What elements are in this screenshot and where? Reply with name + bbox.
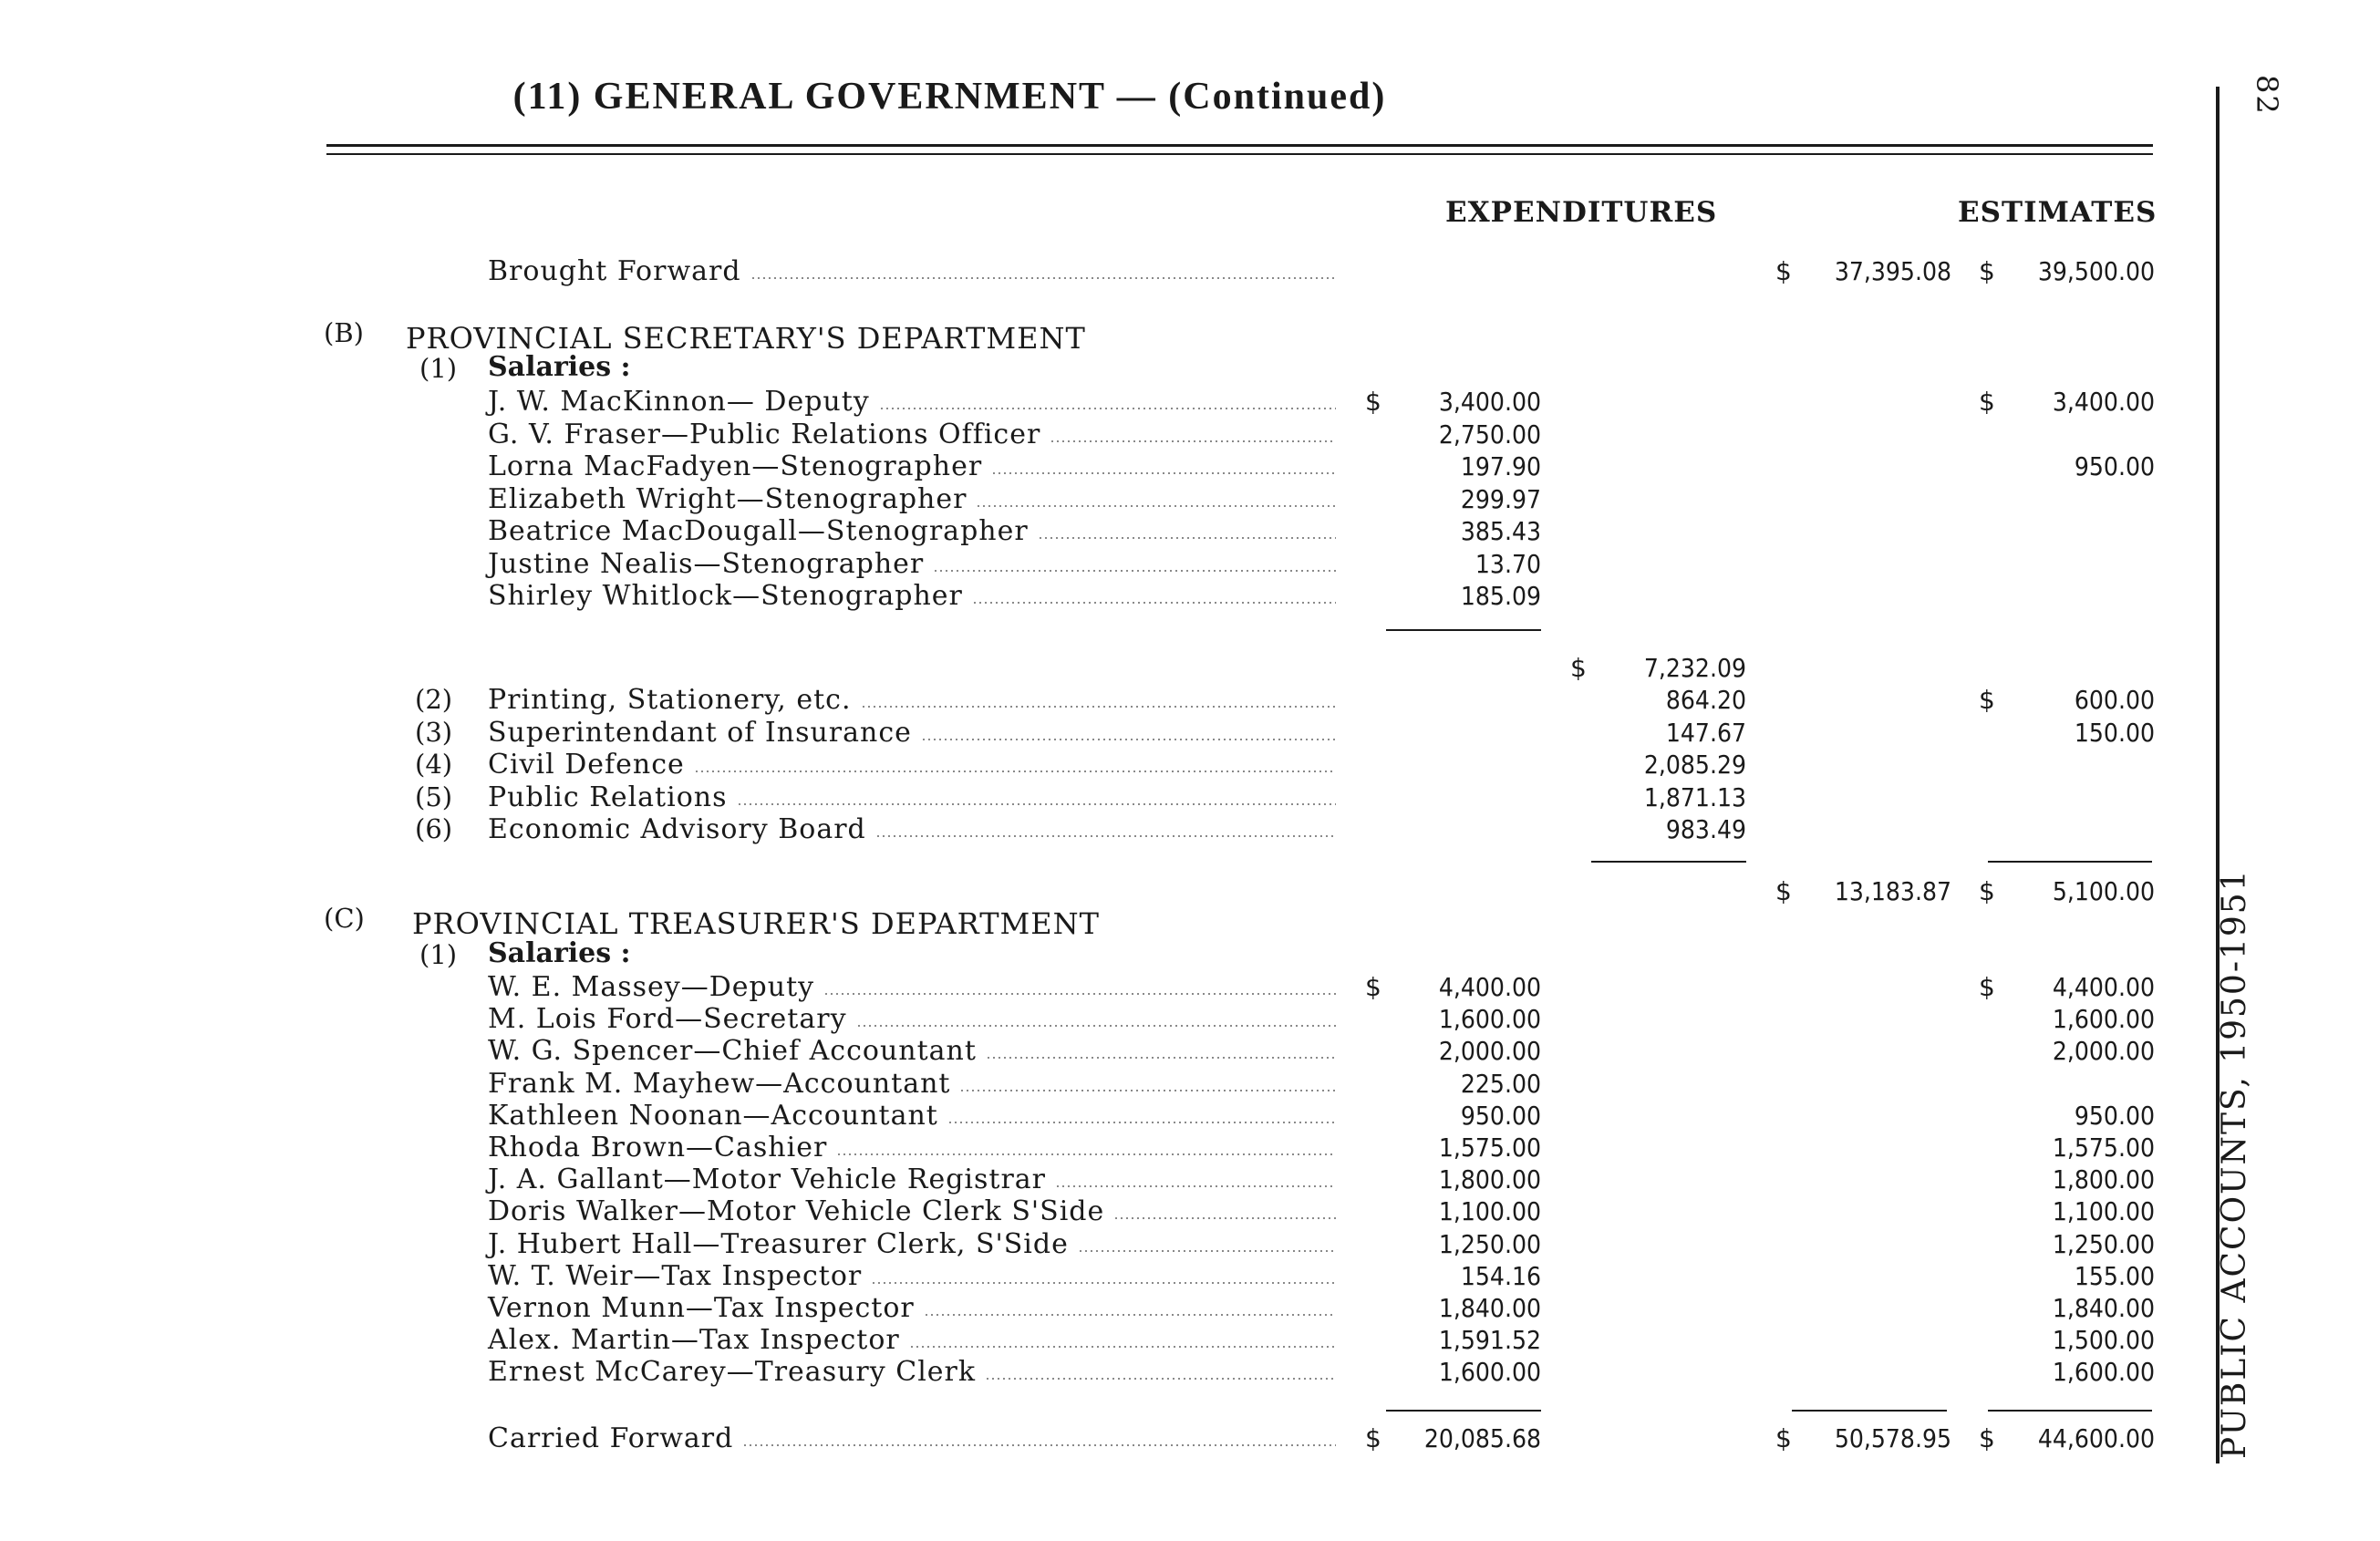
subsection-label: Salaries : — [488, 937, 631, 969]
currency-sign: $ — [1775, 876, 1792, 906]
row-label-wrap — [488, 580, 1336, 612]
row-label: Kathleen Noonan—Accountant — [488, 1099, 938, 1132]
brought-forward-row — [0, 255, 2189, 287]
leader-dots — [737, 802, 1337, 806]
amount: 154.16 — [1460, 1260, 1541, 1291]
row-label-wrap — [488, 483, 1336, 515]
item-number: (3) — [415, 716, 453, 748]
row-label-wrap — [488, 450, 1336, 482]
total-amount: 50,578.95 — [1834, 1423, 1951, 1453]
row-label: Alex. Martin—Tax Inspector — [488, 1324, 900, 1357]
row-label: Vernon Munn—Tax Inspector — [488, 1292, 915, 1324]
leader-dots — [879, 407, 1336, 410]
header-rule-bottom — [326, 153, 2153, 155]
row-label: Printing, Stationery, etc. — [488, 684, 852, 716]
item-number: (4) — [415, 749, 453, 780]
salary-row — [0, 1324, 2189, 1356]
row-label-wrap — [488, 1132, 1336, 1164]
row-label: Lorna MacFadyen—Stenographer — [488, 450, 983, 482]
leader-dots — [1078, 1249, 1336, 1253]
salary-row — [0, 419, 2189, 450]
estimate-amount: 950.00 — [2074, 451, 2155, 481]
estimate-amount: 150.00 — [2074, 717, 2155, 748]
currency-sign: $ — [1365, 972, 1381, 1002]
leader-dots — [933, 569, 1336, 573]
total-rule — [1591, 861, 1746, 863]
amount: 1,600.00 — [1438, 1357, 1541, 1388]
row-label: Ernest McCarey—Treasury Clerk — [488, 1356, 977, 1389]
amount: 950.00 — [1460, 1100, 1541, 1131]
row-label: M. Lois Ford—Secretary — [488, 1003, 847, 1036]
dept-estimate-total: 5,100.00 — [2052, 876, 2155, 906]
salaries-total: 7,232.09 — [1643, 653, 1746, 683]
leader-dots — [947, 1121, 1336, 1124]
estimate-amount: 600.00 — [2074, 685, 2155, 715]
row-label-wrap — [488, 1100, 1336, 1132]
currency-sign: $ — [1979, 1423, 1995, 1453]
row-label: Superintendant of Insurance — [488, 716, 912, 749]
row-label: Carried Forward — [488, 1422, 734, 1454]
amount: 1,800.00 — [1438, 1164, 1541, 1195]
leader-dots — [991, 471, 1336, 475]
total-rule — [1792, 1410, 1947, 1412]
page-title: (11) GENERAL GOVERNMENT — (Continued) — [512, 76, 1387, 118]
row-label-wrap — [488, 1068, 1336, 1100]
row-label-wrap — [488, 548, 1336, 580]
amount: 197.90 — [1460, 451, 1541, 481]
row-label: Rhoda Brown—Cashier — [488, 1132, 828, 1164]
row-label: Frank M. Mayhew—Accountant — [488, 1067, 951, 1100]
amount: 299.97 — [1460, 483, 1541, 514]
carried-forward-row — [0, 1422, 2189, 1454]
row-label: Beatrice MacDougall—Stenographer — [488, 515, 1029, 547]
salary-row — [0, 1228, 2189, 1260]
row-label-wrap — [488, 1324, 1336, 1356]
salary-row — [0, 386, 2189, 418]
leader-dots — [1113, 1216, 1336, 1220]
amount: 2,000.00 — [1438, 1036, 1541, 1067]
leader-dots — [959, 1089, 1336, 1092]
row-label-wrap — [488, 717, 1336, 749]
row-label-wrap — [488, 1356, 1336, 1388]
row-label: Economic Advisory Board — [488, 813, 866, 845]
leader-dots — [694, 770, 1336, 773]
leader-dots — [750, 276, 1336, 280]
estimate-amount: 1,100.00 — [2052, 1196, 2155, 1227]
row-label-wrap — [488, 419, 1336, 450]
row-label: Doris Walker—Motor Vehicle Clerk S'Side — [488, 1195, 1105, 1228]
total-amount: 37,395.08 — [1834, 256, 1951, 286]
currency-sign: $ — [1365, 387, 1381, 417]
currency-sign: $ — [1979, 876, 1995, 906]
row-label-wrap — [488, 971, 1336, 1003]
amount: 13.70 — [1475, 548, 1541, 579]
row-label: W. G. Spencer—Chief Accountant — [488, 1035, 977, 1068]
row-label-wrap — [488, 684, 1336, 716]
leader-dots — [1055, 1184, 1336, 1188]
salary-row — [0, 483, 2189, 515]
leader-dots — [1050, 440, 1336, 443]
leader-dots — [976, 504, 1336, 508]
currency-sign: $ — [1979, 685, 1995, 715]
amount: 1,840.00 — [1438, 1293, 1541, 1323]
currency-sign: $ — [1979, 387, 1995, 417]
amount: 1,871.13 — [1643, 781, 1746, 812]
salary-row — [0, 1003, 2189, 1035]
row-label: W. E. Massey—Deputy — [488, 971, 815, 1003]
amount: 225.00 — [1460, 1068, 1541, 1099]
salary-row — [0, 580, 2189, 612]
row-label: J. A. Gallant—Motor Vehicle Registrar — [488, 1164, 1047, 1196]
row-label: Justine Nealis—Stenographer — [488, 547, 925, 580]
estimate-amount: 4,400.00 — [2052, 972, 2155, 1002]
amount: 3,400.00 — [1438, 387, 1541, 417]
amount: 864.20 — [1665, 685, 1746, 715]
estimate-total-rule — [1988, 861, 2152, 863]
column-header-estimates: ESTIMATES — [1958, 196, 2158, 229]
leader-dots — [742, 1443, 1336, 1447]
currency-sign: $ — [1365, 1423, 1381, 1453]
leader-dots — [856, 1024, 1336, 1028]
salary-row — [0, 1132, 2189, 1164]
leader-dots — [986, 1056, 1336, 1060]
amount: 4,400.00 — [1438, 972, 1541, 1002]
estimate-amount: 44,600.00 — [2037, 1423, 2155, 1453]
amount: 2,750.00 — [1438, 419, 1541, 450]
dept-total: 13,183.87 — [1834, 876, 1951, 906]
currency-sign: $ — [1570, 653, 1587, 683]
item-number: (2) — [415, 684, 453, 715]
amount: 185.09 — [1460, 581, 1541, 611]
estimate-amount: 1,250.00 — [2052, 1228, 2155, 1259]
leader-dots — [921, 738, 1336, 741]
section-letter: (B) — [324, 317, 364, 348]
leader-dots — [836, 1153, 1336, 1156]
row-label: G. V. Fraser—Public Relations Officer — [488, 418, 1041, 450]
row-label-wrap — [488, 1035, 1336, 1067]
header-rule-top — [326, 144, 2153, 147]
salary-row — [0, 548, 2189, 580]
estimate-amount: 3,400.00 — [2052, 387, 2155, 417]
row-label-wrap — [488, 749, 1336, 781]
estimate-amount: 1,840.00 — [2052, 1293, 2155, 1323]
item-row — [0, 781, 2189, 813]
row-label-wrap — [488, 1003, 1336, 1035]
salary-row — [0, 1164, 2189, 1195]
row-label-wrap — [488, 1195, 1336, 1227]
section-title: PROVINCIAL TREASURER'S DEPARTMENT — [412, 906, 1100, 941]
item-row — [0, 717, 2189, 749]
amount: 2,085.29 — [1643, 750, 1746, 780]
salary-row — [0, 1356, 2189, 1388]
estimate-total-rule — [1988, 1410, 2152, 1412]
salary-row — [0, 1035, 2189, 1067]
leader-dots — [861, 705, 1337, 708]
subtotal-amount: 20,085.68 — [1423, 1423, 1541, 1453]
row-label: J. Hubert Hall—Treasurer Clerk, S'Side — [488, 1227, 1069, 1260]
leader-dots — [871, 1281, 1336, 1285]
row-label: Brought Forward — [488, 255, 741, 287]
row-label: J. W. MacKinnon— Deputy — [488, 386, 870, 418]
currency-sign: $ — [1979, 972, 1995, 1002]
row-label: Shirley Whitlock—Stenographer — [488, 580, 963, 612]
row-label-wrap — [488, 1292, 1336, 1324]
estimate-amount: 1,600.00 — [2052, 1004, 2155, 1035]
estimate-amount: 950.00 — [2074, 1100, 2155, 1131]
column-header-expenditures: EXPENDITURES — [1445, 196, 1718, 229]
leader-dots — [1038, 536, 1336, 540]
estimate-amount: 1,600.00 — [2052, 1357, 2155, 1388]
leader-dots — [972, 601, 1336, 605]
amount: 983.49 — [1665, 814, 1746, 844]
leader-dots — [909, 1345, 1336, 1349]
subsection-label: Salaries : — [488, 351, 631, 383]
row-label-wrap — [488, 781, 1336, 813]
amount: 1,100.00 — [1438, 1196, 1541, 1227]
section-letter: (C) — [324, 903, 365, 934]
dept-b-salaries-total-row — [0, 652, 2189, 684]
subsection-number: (1) — [419, 353, 458, 384]
row-label-wrap — [488, 1228, 1336, 1260]
row-label: Civil Defence — [488, 749, 685, 781]
amount: 147.67 — [1665, 717, 1746, 748]
estimate-amount: 39,500.00 — [2037, 256, 2155, 286]
estimate-amount: 1,500.00 — [2052, 1325, 2155, 1356]
row-label: Elizabeth Wright—Stenographer — [488, 482, 968, 515]
subsection-number: (1) — [419, 939, 458, 970]
leader-dots — [924, 1313, 1336, 1317]
salary-row — [0, 1100, 2189, 1132]
row-label-wrap — [488, 386, 1336, 418]
currency-sign: $ — [1775, 256, 1792, 286]
side-title: PUBLIC ACCOUNTS, 1950-1951 — [2216, 868, 2253, 1459]
item-row — [0, 813, 2189, 845]
salary-row — [0, 1260, 2189, 1292]
item-row — [0, 749, 2189, 781]
row-label-wrap — [488, 515, 1336, 547]
salary-row — [0, 1195, 2189, 1227]
salary-row — [0, 1068, 2189, 1100]
currency-sign: $ — [1979, 256, 1995, 286]
row-label: W. T. Weir—Tax Inspector — [488, 1259, 863, 1292]
estimate-amount: 1,800.00 — [2052, 1164, 2155, 1195]
row-label-wrap — [488, 1260, 1336, 1292]
estimate-amount: 2,000.00 — [2052, 1036, 2155, 1067]
salary-row — [0, 971, 2189, 1003]
subtotal-rule — [1386, 1410, 1541, 1412]
item-row — [0, 684, 2189, 716]
row-label-wrap — [488, 813, 1336, 845]
salary-row — [0, 450, 2189, 482]
amount: 385.43 — [1460, 516, 1541, 546]
amount: 1,591.52 — [1438, 1325, 1541, 1356]
page-number: 82 — [2250, 75, 2284, 116]
amount: 1,250.00 — [1438, 1228, 1541, 1259]
amount: 1,600.00 — [1438, 1004, 1541, 1035]
amount: 1,575.00 — [1438, 1132, 1541, 1163]
currency-sign: $ — [1775, 1423, 1792, 1453]
section-title: PROVINCIAL SECRETARY'S DEPARTMENT — [406, 321, 1086, 356]
row-label: Public Relations — [488, 781, 728, 813]
leader-dots — [985, 1377, 1336, 1381]
item-number: (5) — [415, 781, 453, 812]
item-number: (6) — [415, 813, 453, 844]
leader-dots — [875, 834, 1336, 838]
subtotal-rule — [1386, 629, 1541, 631]
row-label-wrap — [488, 1164, 1336, 1195]
salary-row — [0, 515, 2189, 547]
estimate-amount: 155.00 — [2074, 1260, 2155, 1291]
leader-dots — [823, 992, 1336, 996]
estimate-amount: 1,575.00 — [2052, 1132, 2155, 1163]
salary-row — [0, 1292, 2189, 1324]
